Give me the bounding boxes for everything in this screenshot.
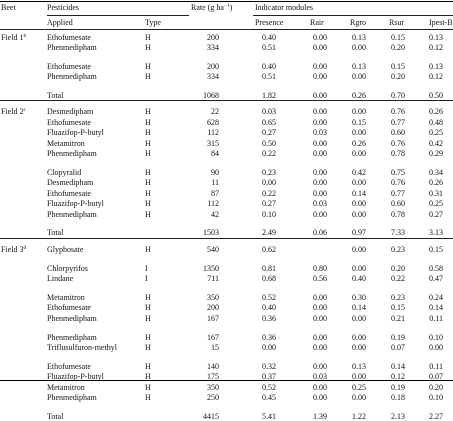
row-rair: 0.00 <box>313 188 327 198</box>
row-presence: 0.00 <box>262 178 276 188</box>
row-rsur: 0.22 <box>391 274 405 284</box>
row-rair: 0.00 <box>313 393 327 403</box>
row-applied: Lindane <box>47 274 74 284</box>
row-presence: 0.40 <box>262 61 276 71</box>
row-ipest: 0.26 <box>429 178 443 188</box>
row-rair: 0.00 <box>313 303 327 313</box>
row-rsur: 0.76 <box>391 138 405 148</box>
row-rsur: 0.23 <box>391 244 405 254</box>
row-type: H <box>145 178 151 188</box>
row-ipest: 0.29 <box>429 149 443 159</box>
field-footnote-mark: b <box>23 32 27 39</box>
total-rate: 4415 <box>203 411 219 421</box>
row-presence: 0.36 <box>262 313 276 323</box>
field-separator-rule <box>0 100 453 101</box>
header-pesticides: Pesticides <box>47 3 79 12</box>
row-applied: Ethofumesate <box>47 361 91 371</box>
row-presence: 0.10 <box>262 209 276 219</box>
row-applied: Phenmedipham <box>47 332 97 342</box>
row-presence: 0.22 <box>262 188 276 198</box>
row-rsur: 0.07 <box>391 342 405 352</box>
row-type: H <box>145 332 151 342</box>
row-type: H <box>145 32 151 42</box>
row-rair: 0.00 <box>313 167 327 177</box>
row-applied: Phenmedipham <box>47 149 97 159</box>
row-rgro: 0.00 <box>352 209 366 219</box>
row-ipest: 0.00 <box>429 342 443 352</box>
row-rsur: 0.77 <box>391 188 405 198</box>
header-type: Type <box>145 18 161 27</box>
row-type: H <box>145 128 151 138</box>
header-presence: Presence <box>255 18 284 27</box>
header-rsur: Rsur <box>389 18 405 27</box>
row-applied: Ethofumesate <box>47 32 91 42</box>
total-presence: 2.49 <box>262 228 276 238</box>
row-rsur: 0.18 <box>391 393 405 403</box>
row-presence: 0.52 <box>262 382 276 392</box>
row-presence: 0.52 <box>262 292 276 302</box>
row-applied: Phenmedipham <box>47 393 97 403</box>
field-name: Field 2 <box>1 107 24 117</box>
row-rate: 112 <box>207 199 219 209</box>
field-separator-rule <box>0 238 453 239</box>
row-type: H <box>145 42 151 52</box>
row-type: H <box>145 149 151 159</box>
row-rsur: 0.20 <box>391 42 405 52</box>
row-rate: 334 <box>207 42 219 52</box>
row-applied: Clopyralid <box>47 167 82 177</box>
row-type: H <box>145 188 151 198</box>
row-rair: 0.00 <box>313 209 327 219</box>
row-rsur: 0.15 <box>391 32 405 42</box>
row-rate: 334 <box>207 72 219 82</box>
row-rair: 0.00 <box>313 342 327 352</box>
row-rsur: 0.19 <box>391 382 405 392</box>
row-rgro: 0.00 <box>352 372 366 382</box>
row-ipest: 0.27 <box>429 209 443 219</box>
row-applied: Phenmedipham <box>47 42 97 52</box>
row-type: H <box>145 117 151 127</box>
row-ipest: 0.24 <box>429 292 443 302</box>
row-presence: 0.32 <box>262 361 276 371</box>
row-ipest: 0.47 <box>429 274 443 284</box>
row-applied: Fluazifop-P-butyl <box>47 128 104 138</box>
row-ipest: 0.31 <box>429 188 443 198</box>
total-rgro: 0.26 <box>352 90 366 100</box>
row-rair: 0.00 <box>313 361 327 371</box>
row-presence: 0.27 <box>262 128 276 138</box>
row-type: H <box>145 61 151 71</box>
row-ipest: 0.15 <box>429 244 443 254</box>
row-rate: 42 <box>211 209 219 219</box>
row-ipest: 0.11 <box>429 313 443 323</box>
row-ipest: 0.42 <box>429 138 443 148</box>
row-rgro: 0.00 <box>352 313 366 323</box>
row-presence: 0.62 <box>262 244 276 254</box>
row-presence: 0.68 <box>262 274 276 284</box>
row-ipest: 0.25 <box>429 128 443 138</box>
row-rgro: 0.15 <box>352 117 366 127</box>
row-rsur: 0.14 <box>391 361 405 371</box>
row-presence: 0.03 <box>262 107 276 117</box>
row-applied: Metamitron <box>47 138 85 148</box>
row-ipest: 0.34 <box>429 167 443 177</box>
row-ipest: 0.11 <box>429 361 443 371</box>
row-applied: Metamitron <box>47 382 85 392</box>
row-rair: 0.03 <box>313 372 327 382</box>
row-rate: 350 <box>207 292 219 302</box>
row-rsur: 0.76 <box>391 178 405 188</box>
row-ipest: 0.13 <box>429 32 443 42</box>
row-rgro: 0.00 <box>352 393 366 403</box>
row-ipest: 0.48 <box>429 117 443 127</box>
row-rate: 175 <box>207 372 219 382</box>
row-presence: 0.40 <box>262 303 276 313</box>
total-rgro: 0.97 <box>352 228 366 238</box>
row-type: I <box>145 274 148 284</box>
row-rair: 0.00 <box>313 313 327 323</box>
row-type: H <box>145 342 151 352</box>
row-type: H <box>145 292 151 302</box>
row-ipest: 0.58 <box>429 263 443 273</box>
total-presence: 1.82 <box>262 90 276 100</box>
row-applied: Ethofumesate <box>47 188 91 198</box>
header-beet: Beet <box>1 3 16 12</box>
header-applied: Applied <box>47 18 73 27</box>
row-rsur: 0.20 <box>391 263 405 273</box>
row-rair: 0.00 <box>313 149 327 159</box>
row-rate: 11 <box>211 178 219 188</box>
row-type: H <box>145 199 151 209</box>
row-rgro: 0.30 <box>352 292 366 302</box>
row-ipest: 0.14 <box>429 303 443 313</box>
row-presence: 0.65 <box>262 117 276 127</box>
row-rair: 0.00 <box>313 332 327 342</box>
row-ipest: 0.13 <box>429 61 443 71</box>
row-type: H <box>145 393 151 403</box>
row-presence: 0.51 <box>262 72 276 82</box>
field-name: Field 1 <box>1 32 24 42</box>
total-ipest: 3.13 <box>429 228 443 238</box>
row-applied: Glyphosate <box>47 244 84 254</box>
row-rair: 0.00 <box>313 72 327 82</box>
row-presence: 0.22 <box>262 149 276 159</box>
row-rgro: 0.13 <box>352 32 366 42</box>
row-rgro: 0.00 <box>352 263 366 273</box>
row-applied: Phenmedipham <box>47 313 97 323</box>
row-presence: 0.50 <box>262 138 276 148</box>
row-presence: 0.23 <box>262 167 276 177</box>
table-bottom-rule <box>0 380 453 381</box>
row-rsur: 0.20 <box>391 72 405 82</box>
total-rair: 0.00 <box>313 90 327 100</box>
row-rgro: 0.25 <box>352 382 366 392</box>
header-indicator-modules: Indicator modules <box>255 3 313 12</box>
total-rair: 1.39 <box>313 411 327 421</box>
header-rgro: Rgro <box>350 18 366 27</box>
row-applied: Desmedipham <box>47 107 94 117</box>
row-rgro: 0.26 <box>352 138 366 148</box>
row-rate: 167 <box>207 313 219 323</box>
row-rsur: 0.21 <box>391 313 405 323</box>
row-presence: 0.45 <box>262 393 276 403</box>
row-type: H <box>145 382 151 392</box>
row-rgro: 0.00 <box>352 342 366 352</box>
header-rate: Rate (g $ha^{-1}$) <box>191 3 233 12</box>
row-applied: Ethofumesate <box>47 61 91 71</box>
indicator-modules-underline <box>253 15 453 16</box>
row-rsur: 0.15 <box>391 303 405 313</box>
field-label <box>1 33 26 42</box>
pesticides-underline <box>47 15 189 16</box>
row-presence: 0.51 <box>262 42 276 52</box>
row-rsur: 0.77 <box>391 117 405 127</box>
field-footnote-mark: c <box>23 107 26 114</box>
row-rsur: 0.60 <box>391 199 405 209</box>
row-rate: 200 <box>207 61 219 71</box>
row-rsur: 0.78 <box>391 209 405 219</box>
row-rair: 0.00 <box>313 107 327 117</box>
row-rate: 200 <box>207 303 219 313</box>
row-rate: 315 <box>207 138 219 148</box>
row-rate: 167 <box>207 332 219 342</box>
row-rsur: 0.60 <box>391 128 405 138</box>
row-type: H <box>145 72 151 82</box>
total-label: Total <box>47 228 64 238</box>
row-presence: 0.00 <box>262 342 276 352</box>
row-applied: Fluazifop-P-butyl <box>47 372 104 382</box>
row-presence: 0.37 <box>262 372 276 382</box>
header-rair: Rair <box>310 18 324 27</box>
row-type: H <box>145 209 151 219</box>
row-rate: 112 <box>207 128 219 138</box>
row-ipest: 0.25 <box>429 199 443 209</box>
row-ipest: 0.07 <box>429 372 443 382</box>
field-label <box>1 107 26 116</box>
row-rair: 0.00 <box>313 178 327 188</box>
row-ipest: 0.20 <box>429 382 443 392</box>
row-rair: 0.00 <box>313 32 327 42</box>
row-rair: 0.03 <box>313 199 327 209</box>
table-top-rule <box>0 1 453 2</box>
row-rgro: 0.00 <box>352 107 366 117</box>
row-rsur: 0.78 <box>391 149 405 159</box>
row-presence: 0.27 <box>262 199 276 209</box>
row-ipest: 0.26 <box>429 107 443 117</box>
row-ipest: 0.10 <box>429 332 443 342</box>
row-rgro: 0.00 <box>352 244 366 254</box>
row-type: H <box>145 167 151 177</box>
total-label: Total <box>47 411 64 421</box>
row-applied: Phenmedipham <box>47 72 97 82</box>
row-presence: 0.81 <box>262 263 276 273</box>
total-label: Total <box>47 90 64 100</box>
row-rgro: 0.00 <box>352 178 366 188</box>
row-rair: 0.00 <box>313 138 327 148</box>
row-applied: Metamitron <box>47 292 85 302</box>
row-rgro: 0.00 <box>352 72 366 82</box>
row-rsur: 0.75 <box>391 167 405 177</box>
row-rgro: 0.14 <box>352 303 366 313</box>
row-rgro: 0.00 <box>352 149 366 159</box>
row-rate: 87 <box>211 188 219 198</box>
row-type: H <box>145 361 151 371</box>
field-label <box>1 245 26 254</box>
row-rate: 350 <box>207 382 219 392</box>
row-rsur: 0.12 <box>391 372 405 382</box>
row-rgro: 0.00 <box>352 199 366 209</box>
row-type: H <box>145 107 151 117</box>
row-rair: 0.00 <box>313 42 327 52</box>
row-applied: Desmedipham <box>47 178 94 188</box>
row-rair: 0.00 <box>313 117 327 127</box>
row-type: H <box>145 372 151 382</box>
header-bottom-rule <box>0 29 453 30</box>
total-presence: 5.41 <box>262 411 276 421</box>
total-rair: 0.06 <box>313 228 327 238</box>
row-type: H <box>145 313 151 323</box>
row-rgro: 0.00 <box>352 128 366 138</box>
row-rate: 140 <box>207 361 219 371</box>
row-rate: 1350 <box>203 263 219 273</box>
total-rgro: 1.22 <box>352 411 366 421</box>
row-rair: 0.00 <box>313 292 327 302</box>
row-rate: 22 <box>211 107 219 117</box>
total-rsur: 2.13 <box>391 411 405 421</box>
row-ipest: 0.10 <box>429 393 443 403</box>
total-ipest: 2.27 <box>429 411 443 421</box>
row-rair: 0.80 <box>313 263 327 273</box>
row-rgro: 0.00 <box>352 332 366 342</box>
row-rgro: 0.13 <box>352 61 366 71</box>
row-applied: Fluazifop-P-butyl <box>47 199 104 209</box>
row-type: I <box>145 263 148 273</box>
row-ipest: 0.12 <box>429 72 443 82</box>
row-applied: Ethofumesate <box>47 303 91 313</box>
row-rsur: 0.19 <box>391 332 405 342</box>
row-type: H <box>145 244 151 254</box>
total-rate: 1068 <box>203 90 219 100</box>
row-rgro: 0.00 <box>352 42 366 52</box>
row-rair: 0.03 <box>313 128 327 138</box>
field-name: Field 3 <box>1 244 24 254</box>
row-rsur: 0.76 <box>391 107 405 117</box>
header-ipest: Ipest-B <box>429 18 453 27</box>
row-ipest: 0.12 <box>429 42 443 52</box>
row-rsur: 0.15 <box>391 61 405 71</box>
total-ipest: 0.50 <box>429 90 443 100</box>
row-rate: 15 <box>211 342 219 352</box>
row-rate: 90 <box>211 167 219 177</box>
row-applied: Chlorpyrifos <box>47 263 88 273</box>
row-applied: Triflusulfuron-methyl <box>47 342 117 352</box>
row-rgro: 0.40 <box>352 274 366 284</box>
row-rate: 540 <box>207 244 219 254</box>
row-applied: Ethofumesate <box>47 117 91 127</box>
row-rair: 0.56 <box>313 274 327 284</box>
total-rate: 1503 <box>203 228 219 238</box>
row-rate: 711 <box>207 274 219 284</box>
row-applied: Phenmedipham <box>47 209 97 219</box>
total-rsur: 7.33 <box>391 228 405 238</box>
row-rate: 200 <box>207 32 219 42</box>
row-rate: 628 <box>207 117 219 127</box>
row-rgro: 0.42 <box>352 167 366 177</box>
row-rair: 0.00 <box>313 382 327 392</box>
row-rgro: 0.14 <box>352 188 366 198</box>
row-presence: 0.40 <box>262 32 276 42</box>
total-rsur: 0.70 <box>391 90 405 100</box>
field-footnote-mark: d <box>23 244 27 251</box>
row-presence: 0.36 <box>262 332 276 342</box>
row-rate: 84 <box>211 149 219 159</box>
row-type: H <box>145 138 151 148</box>
row-rgro: 0.13 <box>352 361 366 371</box>
row-type: H <box>145 303 151 313</box>
row-rate: 250 <box>207 393 219 403</box>
row-rair: 0.00 <box>313 61 327 71</box>
row-rsur: 0.23 <box>391 292 405 302</box>
